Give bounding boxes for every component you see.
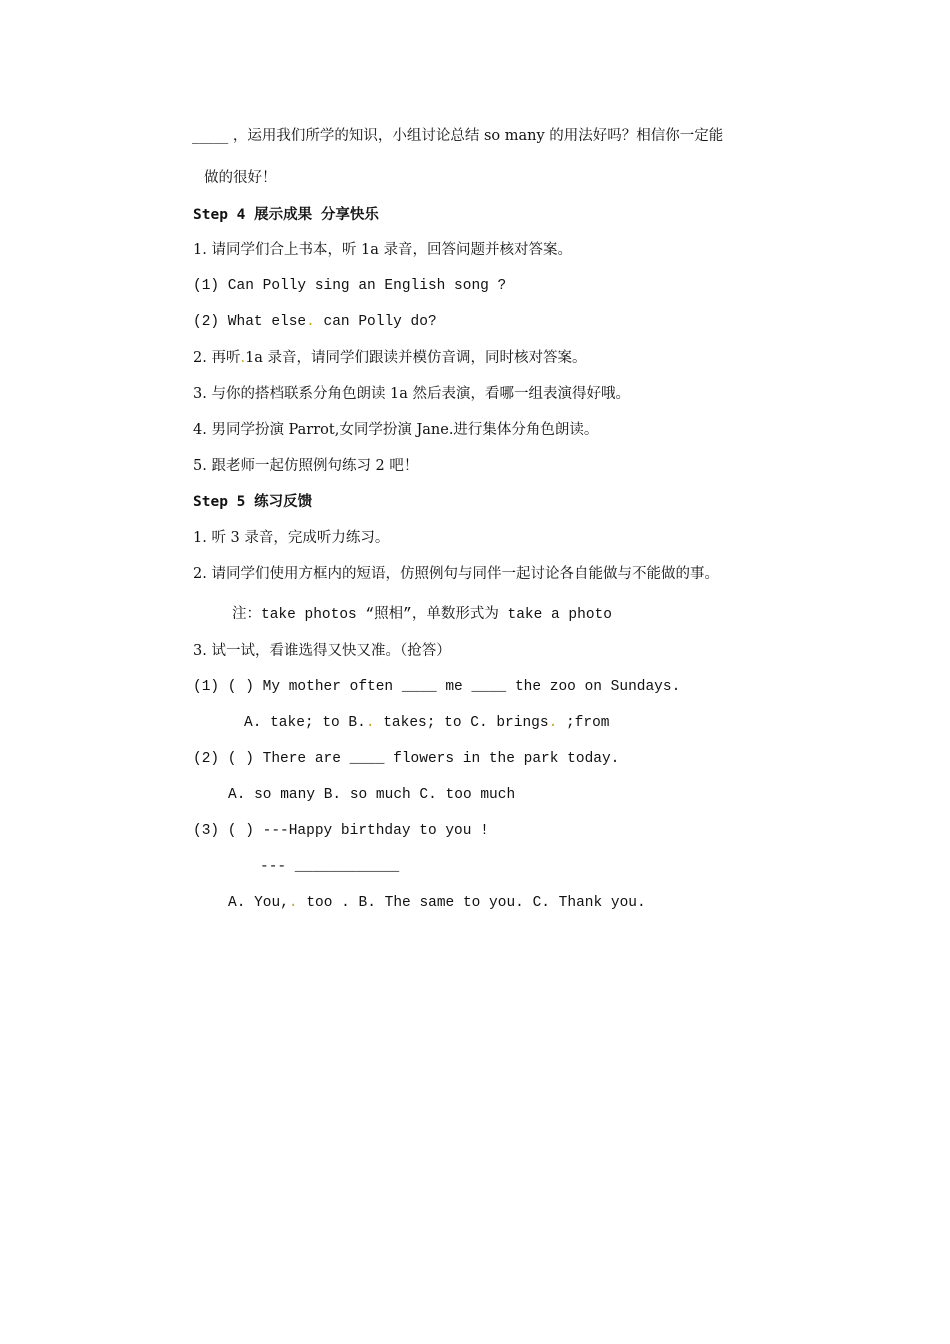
ex1-opts-a: A. take; to B. [244,715,366,731]
dot-mark: . [288,895,298,911]
dot-mark: . [240,350,246,366]
q2-part-a: (2) What else [193,314,307,330]
step4-item-4: 4. 男同学扮演 Parrot,女同学扮演 Jane.进行集体分角色朗读。 [193,422,599,438]
exercise-1-options [244,713,609,733]
item2-part-b: 1a 录音，请同学们跟读并模仿音调，同时核对答案。 [245,350,587,366]
step5-item-1: 1. 听 3 录音，完成听力练习。 [193,530,390,546]
ex1-opts-b: takes; to C. brings [374,715,549,731]
ex1-opts-c: ;from [557,715,610,731]
step4-item-1: 1. 请同学们合上书本，听 1a 录音，回答问题并核对答案。 [193,242,573,258]
step4-item-3: 3. 与你的搭档联系分角色朗读 1a 然后表演，看哪一组表演得好哦。 [193,386,631,402]
intro-line-1: _____ ，运用我们所学的知识，小组讨论总结 so many 的用法好吗？相信你一定能 [192,128,724,144]
item2-part-a: 2. 再听 [193,350,241,366]
dot-mark: . [306,314,315,330]
intro-line-2: 做的很好！ [204,170,277,186]
step4-question-1: (1) Can Polly sing an English song ? [193,278,507,294]
exercise-3-question: (3) ( ) ---Happy birthday to you ! [193,823,489,839]
step4-item-5: 5. 跟老师一起仿照例句练习 2 吧！ [193,458,419,474]
step5-note: 注：take photos “照相”，单数形式为 take a photo [232,607,612,623]
step5-item-2: 2. 请同学们使用方框内的短语，仿照例句与同伴一起讨论各自能做与不能做的事。 [193,566,719,582]
dot-mark: . [365,715,375,731]
step4-heading: Step 4 展示成果 分享快乐 [193,207,379,223]
exercise-1-question: (1) ( ) My mother often ____ me ____ the zoo on Sundays. [193,679,681,695]
step5-heading: Step 5 练习反馈 [193,494,313,510]
ex3-opts-b: too . B. The same to you. C. Thank you. [297,895,646,911]
exercise-3-options [228,893,646,913]
step4-item-2 [193,348,587,368]
step5-item-3: 3. 试一试，看谁选得又快又准。（抢答） [193,643,451,659]
exercise-3-reply: --- ____________ [260,859,400,875]
step4-question-2 [193,312,437,332]
exercise-2-question: (2) ( ) There are ____ flowers in the park today. [193,751,620,767]
q2-part-b: can Polly do? [314,314,437,330]
exercise-2-options: A. so many B. so much C. too much [228,787,516,803]
dot-mark: . [548,715,558,731]
ex3-opts-a: A. You, [228,895,289,911]
